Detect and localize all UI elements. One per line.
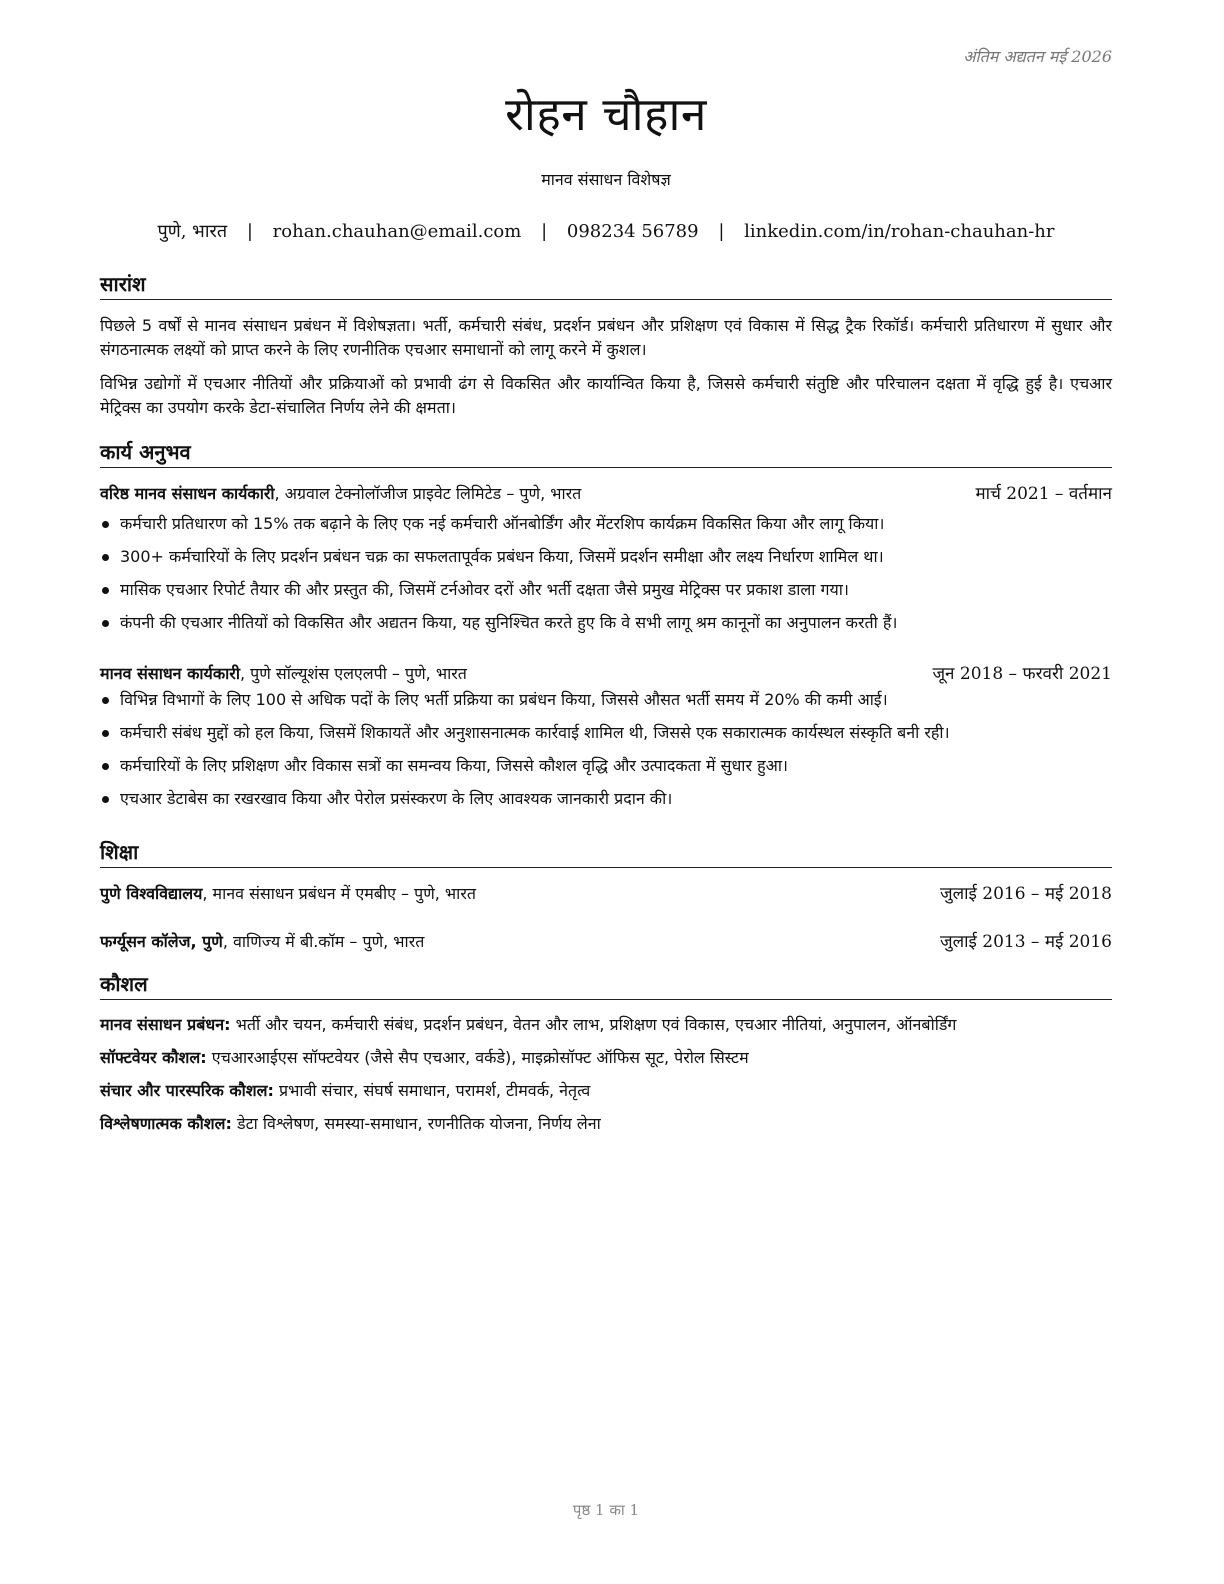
education-dates: जुलाई 2013 – मई 2016 [939,932,1112,952]
bullet-dot-icon [102,697,109,704]
job-bullet [100,545,1112,578]
education-detail: , मानव संसाधन प्रबंधन में एमबीए – पुणे, भारत [202,884,476,903]
bullet-dot-icon [102,521,109,528]
skills-section [100,970,1112,1140]
job-position: वरिष्ठ मानव संसाधन कार्यकारी [100,484,275,503]
job-bullet [100,512,1112,545]
skill-value: भर्ती और चयन, कर्मचारी संबंध, प्रदर्शन प्रबंधन, वेतन और लाभ, प्रशिक्षण एवं विकास, एचआर नीतियां, अनुपालन, ऑनबोर्डिंग [230,1015,957,1034]
job-bullet-text: 300+ कर्मचारियों के लिए प्रदर्शन प्रबंधन चक्र का सफलतापूर्वक प्रबंधन किया, जिसमें प्रदर्शन समीक्षा और लक्ष्य निर्धारण शामिल था। [120,547,884,566]
education-section [100,838,1112,954]
job-bullet-text: मासिक एचआर रिपोर्ट तैयार की और प्रस्तुत की, जिसमें टर्नओवर दरों और भर्ती दक्षता जैसे प्रमुख मेट्रिक्स पर प्रकाश डाला गया। [120,580,849,599]
bullet-dot-icon [102,587,109,594]
section-title-skills: कौशल [100,970,1112,1000]
job-bullets [100,512,1112,644]
job-bullet-text: कर्मचारियों के लिए प्रशिक्षण और विकास सत्रों का समन्वय किया, जिससे कौशल वृद्धि और उत्पादकता में सुधार हुआ। [120,756,788,775]
job-bullet [100,721,1112,754]
job-bullet [100,611,1112,644]
job-bullets [100,688,1112,820]
job-company: , पुणे सॉल्यूशंस एलएलपी – पुणे, भारत [239,664,467,683]
education-item [100,882,1112,906]
skill-row [100,1107,1112,1140]
job-title-line [100,662,467,686]
job-bullet-text: कर्मचारी संबंध मुद्दों को हल किया, जिसमें शिकायतें और अनुशासनात्मक कार्रवाई शामिल थी, जिससे एक सकारात्मक कार्यस्थल संस्कृति बनी रही। [120,723,950,742]
summary-section [100,270,1112,420]
skill-row [100,1074,1112,1107]
contact-separator: | [718,221,725,242]
contact-linkedin[interactable]: linkedin.com/in/rohan-chauhan-hr [744,221,1055,242]
job-title-line [100,482,581,506]
job-dates: जून 2018 – फरवरी 2021 [932,664,1112,684]
job-bullet [100,578,1112,611]
education-line [100,882,476,906]
job-position: मानव संसाधन कार्यकारी [100,664,240,683]
skill-value: एचआरआईएस सॉफ्टवेयर (जैसे सैप एचआर, वर्कडे), माइक्रोसॉफ्ट ऑफिस सूट, पेरोल सिस्टम [206,1048,749,1067]
job-bullet-text: एचआर डेटाबेस का रखरखाव किया और पेरोल प्रसंस्करण के लिए आवश्यक जानकारी प्रदान की। [120,789,673,808]
skill-label: मानव संसाधन प्रबंधन: [100,1015,231,1034]
skill-label: सॉफ्टवेयर कौशल: [100,1048,207,1067]
skill-label: विश्लेषणात्मक कौशल: [100,1114,232,1133]
resume-page [100,0,1112,1584]
job-company: , अग्रवाल टेक्नोलॉजीज प्राइवेट लिमिटेड – पुणे, भारत [274,484,582,503]
education-line [100,930,424,954]
skill-value: डेटा विश्लेषण, समस्या-समाधान, रणनीतिक योजना, निर्णय लेना [231,1114,601,1133]
contact-phone: 098234 56789 [566,221,699,242]
contact-location: पुणे, भारत [157,221,228,242]
job-bullet-text: कर्मचारी प्रतिधारण को 15% तक बढ़ाने के लिए एक नई कर्मचारी ऑनबोर्डिंग और मेंटरशिप कार्यक्रम विकसित किया और लागू किया। [120,514,885,533]
job-bullet [100,688,1112,721]
job-bullet-text: कंपनी की एचआर नीतियों को विकसित और अद्यतन किया, यह सुनिश्चित करते हुए कि वे सभी लागू श्रम कानूनों का अनुपालन करती हैं। [120,613,898,632]
bullet-dot-icon [102,554,109,561]
education-dates: जुलाई 2016 – मई 2018 [939,884,1112,904]
job-header [100,662,1112,686]
section-title-summary: सारांश [100,270,1112,300]
job-entry [100,662,1112,820]
skill-row [100,1041,1112,1074]
summary-paragraph: पिछले 5 वर्षों से मानव संसाधन प्रबंधन में विशेषज्ञता। भर्ती, कर्मचारी संबंध, प्रदर्शन प्रबंधन और प्रशिक्षण एवं विकास में सिद्ध ट्रैक रिकॉर्ड। कर्मचारी प्रतिधारण में सुधार और संगठनात्मक लक्ष्यों को प्राप्त करने के लिए रणनीतिक एचआर समाधानों को लागू करने में कुशल। [100,316,1112,359]
skill-row [100,1008,1112,1041]
bullet-dot-icon [102,730,109,737]
contact-email[interactable]: rohan.chauhan@email.com [272,221,522,242]
education-institution: फर्ग्यूसन कॉलेज, पुणे [100,932,223,951]
education-detail: , वाणिज्य में बी.कॉम – पुणे, भारत [222,932,425,951]
contact-separator: | [541,221,548,242]
job-entry [100,482,1112,644]
education-institution: पुणे विश्वविद्यालय [100,884,203,903]
bullet-dot-icon [102,796,109,803]
page-number: पृष्ठ 1 का 1 [572,1501,640,1519]
bullet-dot-icon [102,763,109,770]
job-bullet [100,754,1112,787]
section-title-experience: कार्य अनुभव [100,438,1112,468]
contact-line [100,219,1112,243]
job-header [100,482,1112,506]
summary-paragraph: विभिन्न उद्योगों में एचआर नीतियों और प्रक्रियाओं को प्रभावी ढंग से विकसित और कार्यान्वित किया है, जिससे कर्मचारी संतुष्टि और परिचालन दक्षता में वृद्धि हुई है। एचआर मेट्रिक्स का उपयोग करके डेटा-संचालित निर्णय लेने की क्षमता। [100,374,1112,417]
last-updated-note: अंतिम अद्यतन मई 2026 [963,47,1112,66]
contact-separator: | [246,221,253,242]
job-bullet-text: विभिन्न विभागों के लिए 100 से अधिक पदों के लिए भर्ती प्रक्रिया का प्रबंधन किया, जिससे औसत भर्ती समय में 20% की कमी आई। [120,690,888,709]
job-dates: मार्च 2021 – वर्तमान [975,484,1112,504]
job-bullet [100,787,1112,820]
education-item [100,930,1112,954]
candidate-name: रोहन चौहान [505,87,707,141]
skills-list [100,1008,1112,1140]
section-title-education: शिक्षा [100,838,1112,868]
skill-value: प्रभावी संचार, संघर्ष समाधान, परामर्श, टीमवर्क, नेतृत्व [273,1081,591,1100]
candidate-role: मानव संसाधन विशेषज्ञ [541,170,671,189]
skill-label: संचार और पारस्परिक कौशल: [100,1081,274,1100]
experience-section [100,438,1112,820]
bullet-dot-icon [102,620,109,627]
